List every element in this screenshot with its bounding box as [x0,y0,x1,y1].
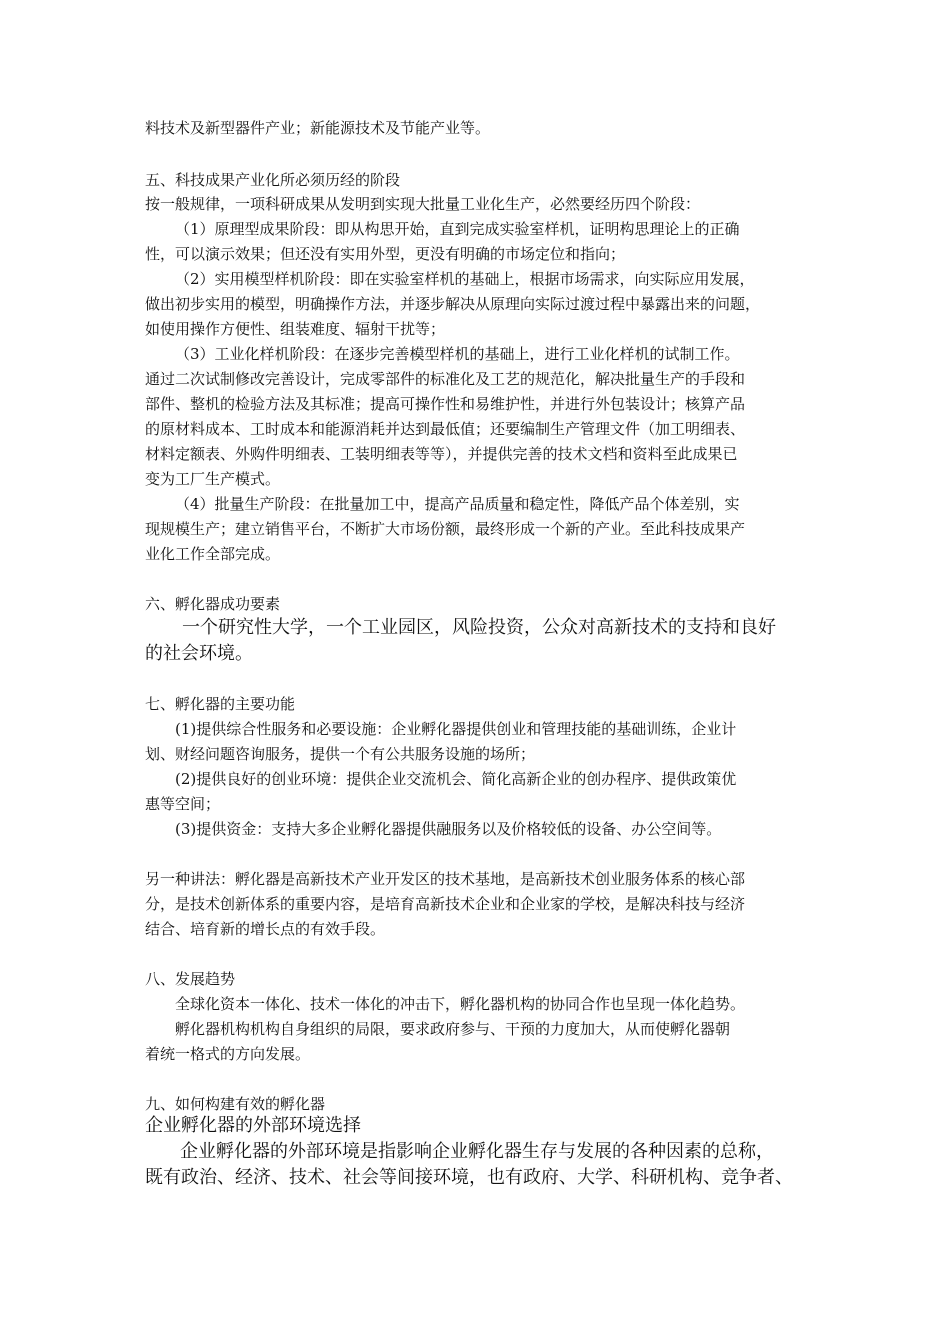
paragraph-line: 惠等空间； [145,795,221,813]
paragraph-line: 材料定额表、外购件明细表、工装明细表等等），并提供完善的技术文档和资料至此成果已 [145,445,738,463]
paragraph-line: 的社会环境。 [145,643,253,664]
paragraph-line: 业化工作全部完成。 [145,545,281,563]
paragraph-line: （1）原理型成果阶段：即从构思开始，直到完成实验室样机，证明构思理论上的正确 [175,220,740,238]
paragraph-line: 既有政治、经济、技术、社会等间接环境，也有政府、大学、科研机构、竞争者、 [145,1167,793,1188]
paragraph-line: （3）工业化样机阶段：在逐步完善模型样机的基础上，进行工业化样机的试制工作。 [175,345,740,363]
paragraph-line: 全球化资本一体化、技术一体化的冲击下，孵化器机构的协同合作也呈现一体化趋势。 [175,995,746,1013]
paragraph-line: 着统一格式的方向发展。 [145,1045,311,1063]
section-heading-8: 八、发展趋势 [145,970,236,988]
paragraph-line: 结合、培育新的增长点的有效手段。 [145,920,386,938]
subsection-heading: 企业孵化器的外部环境选择 [145,1115,361,1136]
paragraph-line: 性，可以演示效果；但还没有实用外型，更没有明确的市场定位和指向； [145,245,626,263]
paragraph-line: 通过二次试制修改完善设计，完成零部件的标准化及工艺的规范化，解决批量生产的手段和 [145,370,746,388]
paragraph-line: 企业孵化器的外部环境是指影响企业孵化器生存与发展的各种因素的总称， [180,1141,774,1162]
paragraph-line: 料技术及新型器件产业；新能源技术及节能产业等。 [145,119,491,137]
paragraph-line: (2)提供良好的创业环境：提供企业交流机会、简化高新企业的创办程序、提供政策优 [175,770,737,788]
paragraph-line: 现规模生产；建立销售平台，不断扩大市场份额，最终形成一个新的产业。至此科技成果产 [145,520,746,538]
paragraph-line: 一个研究性大学，一个工业园区，风险投资，公众对高新技术的支持和良好 [182,617,776,638]
section-heading-6: 六、孵化器成功要素 [145,595,281,613]
section-heading-7: 七、孵化器的主要功能 [145,695,296,713]
paragraph-line: 部件、整机的检验方法及其标准；提高可操作性和易维护性，并进行外包装设计；核算产品 [145,395,746,413]
paragraph-line: (3)提供资金：支持大多企业孵化器提供融服务以及价格较低的设备、办公空间等。 [175,820,722,838]
paragraph-line: 如使用操作方便性、组装难度、辐射干扰等； [145,320,446,338]
paragraph-line: 分，是技术创新体系的重要内容，是培育高新技术企业和企业家的学校，是解决科技与经济 [145,895,746,913]
paragraph-line: （4）批量生产阶段：在批量加工中，提高产品质量和稳定性，降低产品个体差别，实 [175,495,740,513]
paragraph-line: 变为工厂生产模式。 [145,470,281,488]
paragraph-line: 划、财经问题咨询服务，提供一个有公共服务设施的场所； [145,745,536,763]
paragraph-line: 的原材料成本、工时成本和能源消耗并达到最低值；还要编制生产管理文件（加工明细表、 [145,420,746,438]
paragraph-line: （2）实用模型样机阶段：即在实验室样机的基础上，根据市场需求，向实际应用发展， [175,270,755,288]
paragraph-line: 另一种讲法：孵化器是高新技术产业开发区的技术基地，是高新技术创业服务体系的核心部 [145,870,746,888]
paragraph-line: 孵化器机构机构自身组织的局限，要求政府参与、干预的力度加大，从而使孵化器朝 [175,1020,731,1038]
paragraph-line: (1)提供综合性服务和必要设施：企业孵化器提供创业和管理技能的基础训练，企业计 [175,720,737,738]
paragraph-line: 按一般规律，一项科研成果从发明到实现大批量工业化生产，必然要经历四个阶段： [145,195,701,213]
section-heading-5: 五、科技成果产业化所必须历经的阶段 [145,171,401,189]
section-heading-9: 九、如何构建有效的孵化器 [145,1095,326,1113]
paragraph-line: 做出初步实用的模型，明确操作方法，并逐步解决从原理向实际过渡过程中暴露出来的问题， [145,295,761,313]
